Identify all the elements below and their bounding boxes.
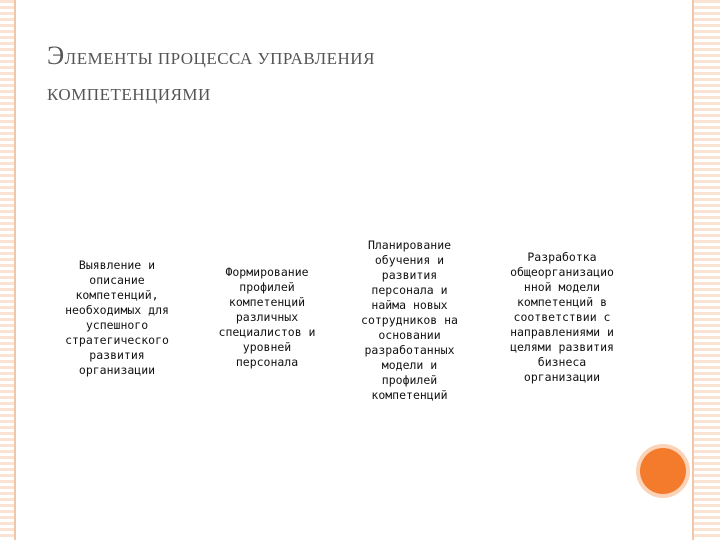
slide-border-left xyxy=(14,0,16,540)
title-line-2: КОМПЕТЕНЦИЯМИ xyxy=(47,85,211,104)
element-planning: Планирование обучения и развития персонала и найма новых сотрудников на основании разработанных модели и профилей компетенций xyxy=(361,238,458,402)
element-identification: Выявление и описание компетенций, необходимых для успешного стратегического развития организации xyxy=(65,258,169,377)
title-line-1-rest: ЛЕМЕНТЫ ПРОЦЕССА УПРАВЛЕНИЯ xyxy=(64,49,375,68)
title-initial: Э xyxy=(47,41,65,70)
decorative-circle xyxy=(640,448,686,494)
slide-title xyxy=(47,38,607,113)
slide-border-right xyxy=(692,0,694,540)
element-profiles: Формирование профилей компетенций различных специалистов и уровней персонала xyxy=(218,265,316,369)
element-model-development: Разработка общеорганизацио нной модели компетенций в соответствии с направлениями и целями развития бизнеса организации xyxy=(510,250,614,384)
title-line-1 xyxy=(47,38,607,77)
